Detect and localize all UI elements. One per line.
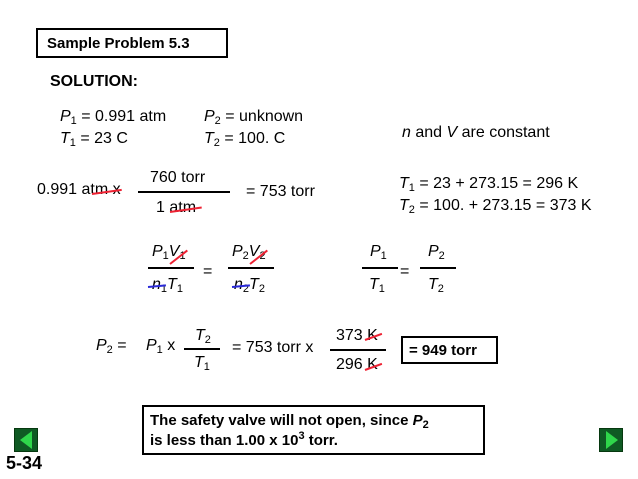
conclusion-line-1: The safety valve will not open, since $P_2$ [150,412,429,431]
eq-equals-1: = [203,263,213,280]
final-t-line [184,348,220,350]
eq-right-line [228,267,274,269]
eq-right-num: $P_2V_2$ [232,243,266,262]
page-title: Sample Problem 5.3 [47,35,190,52]
conclusion-box [142,405,485,455]
final-p1: $P_1$ x [146,337,176,356]
final-t2: $T_2$ [195,327,211,346]
eq-right-den: $n_2T_2$ [234,276,265,295]
given-t1: $T_1 = 23$ C [60,130,128,149]
simp-left-line [362,267,398,269]
simp-left-den: $T_1$ [369,276,385,295]
eq-left-den: $n_1T_1$ [152,276,183,295]
simp-left-num: $P_1$ [370,243,387,262]
constant-note: n and V are constant [402,124,550,141]
triangle-right-icon [606,431,618,449]
conclusion-line-2: is less than 1.00 x $10^3$ torr. [150,430,338,449]
prev-slide-button[interactable] [14,428,38,452]
given-t2: $T_2 = 100$. C [204,130,286,149]
simp-right-num: $P_2$ [428,243,445,262]
final-k-line [330,349,386,351]
final-t1: $T_1$ [194,354,210,373]
triangle-left-icon [20,431,32,449]
simp-right-den: $T_2$ [428,276,444,295]
next-slide-button[interactable] [599,428,623,452]
simp-equals: = [400,263,410,280]
kelvin-t2: $T_2 = 100$. + 273.15 = 373 K [399,197,592,216]
eq-left-line [148,267,194,269]
eq-left-num: $P_1V_1$ [152,243,186,262]
kelvin-t1: $T_1 = 23 + 273.15 = 296$ K [399,175,579,194]
slide-number: 5-34 [6,453,43,473]
conversion-numerator: 760 torr [150,169,206,186]
title-box [36,28,228,58]
final-value: = 753 torr x [232,339,314,356]
solution-label: SOLUTION: [50,73,138,90]
answer-value: = 949 torr [409,342,477,359]
conversion-fraction-line [138,191,230,193]
atm-crossed: atm [81,181,109,198]
conversion-lhs: 0.991 atm x [37,181,121,198]
conversion-denominator: 1 atm [156,199,197,216]
answer-box [401,336,498,364]
final-den: 296 K [336,356,378,373]
final-num: 373 K [336,327,378,344]
given-p2: $P_2$ = unknown [204,108,304,127]
simp-right-line [420,267,456,269]
given-p1: $P_1 = 0.991$ atm [60,108,167,127]
final-lhs: $P_2$ = [96,337,127,356]
conversion-result: = 753 torr [246,183,315,200]
